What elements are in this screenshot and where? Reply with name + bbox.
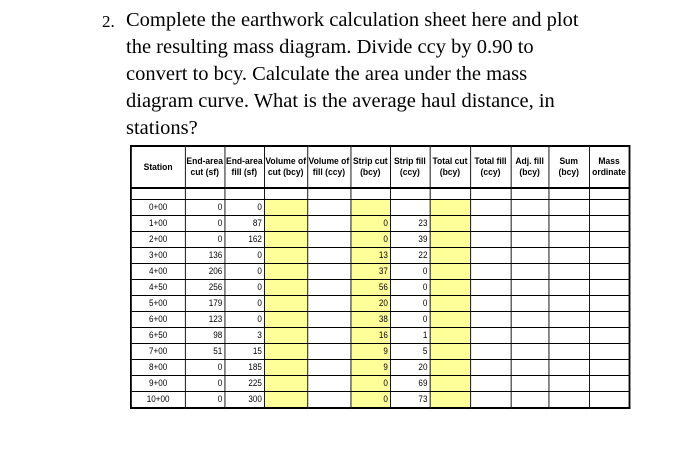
cell-end-area-fill: 0: [225, 200, 265, 216]
cell-volume-cut[interactable]: [264, 296, 307, 312]
problem-number: 2.: [102, 12, 115, 31]
cell-strip-cut: 13: [351, 248, 391, 264]
cell-mass-ordinate[interactable]: [589, 280, 630, 296]
cell-station: 6+50: [131, 328, 185, 344]
cell-volume-cut[interactable]: [264, 232, 307, 248]
cell-total-fill[interactable]: [470, 216, 511, 232]
cell-total-cut[interactable]: [430, 360, 471, 376]
cell-station: 4+50: [131, 280, 185, 296]
cell-strip-fill: 5: [390, 344, 430, 360]
cell-strip-cut: 16: [351, 328, 391, 344]
cell-sum[interactable]: [549, 296, 590, 312]
cell-total-cut[interactable]: [430, 312, 471, 328]
cell-station: 0+00: [131, 200, 185, 216]
cell-total-fill[interactable]: [470, 328, 511, 344]
cell-strip-cut: 37: [351, 264, 391, 280]
cell-volume-cut[interactable]: [264, 248, 307, 264]
cell-end-area-fill: 225: [225, 376, 265, 392]
table-row: [131, 280, 630, 296]
cell-end-area-cut: 0: [185, 392, 225, 409]
cell-volume-fill[interactable]: [307, 312, 350, 328]
cell-strip-cut: 9: [351, 360, 391, 376]
problem-line-5: stations?: [126, 117, 198, 139]
cell-mass-ordinate[interactable]: [589, 392, 630, 409]
cell-volume-cut[interactable]: [264, 328, 307, 344]
table-row: [131, 392, 630, 409]
cell-mass-ordinate[interactable]: [589, 312, 630, 328]
cell-adj-fill[interactable]: [511, 360, 549, 376]
table-row: [131, 200, 630, 216]
cell-station: 1+00: [131, 216, 185, 232]
cell-volume-cut[interactable]: [264, 200, 307, 216]
cell-volume-fill[interactable]: [307, 344, 350, 360]
cell-total-cut[interactable]: [430, 232, 471, 248]
cell-strip-cut: 56: [351, 280, 391, 296]
cell-end-area-cut: 98: [185, 328, 225, 344]
table-row: [131, 232, 630, 248]
cell-mass-ordinate[interactable]: [589, 232, 630, 248]
cell-sum[interactable]: [549, 216, 590, 232]
cell-total-fill[interactable]: [470, 296, 511, 312]
cell-mass-ordinate[interactable]: [589, 360, 630, 376]
header-sum: Sum (bcy): [549, 146, 590, 188]
cell-volume-fill[interactable]: [307, 328, 350, 344]
cell-sum[interactable]: [549, 376, 590, 392]
cell-end-area-cut: 256: [185, 280, 225, 296]
cell-volume-fill[interactable]: [307, 360, 350, 376]
cell-total-fill[interactable]: [470, 280, 511, 296]
cell-mass-ordinate[interactable]: [589, 200, 630, 216]
cell-strip-fill: 23: [390, 216, 430, 232]
cell-volume-cut[interactable]: [264, 360, 307, 376]
header-station: Station: [131, 146, 185, 188]
cell-end-area-cut: 51: [185, 344, 225, 360]
cell-strip-fill: 0: [390, 264, 430, 280]
cell-volume-fill[interactable]: [307, 296, 350, 312]
cell-strip-cut: [351, 200, 391, 216]
cell-volume-cut[interactable]: [264, 216, 307, 232]
problem-line-1: Complete the earthwork calculation sheet here and plot: [126, 9, 579, 31]
cell-total-cut[interactable]: [430, 376, 471, 392]
cell-strip-fill: 0: [390, 280, 430, 296]
cell-total-fill[interactable]: [470, 392, 511, 409]
cell-total-fill[interactable]: [470, 376, 511, 392]
cell-total-cut[interactable]: [430, 248, 471, 264]
cell-end-area-fill: 0: [225, 280, 265, 296]
cell-volume-fill[interactable]: [307, 392, 350, 409]
table-row: [131, 296, 630, 312]
table-row: [131, 344, 630, 360]
cell-adj-fill[interactable]: [511, 376, 549, 392]
cell-end-area-fill: 15: [225, 344, 265, 360]
header-mass-ordinate: Mass ordinate: [589, 146, 630, 188]
cell-station: 9+00: [131, 376, 185, 392]
cell-volume-fill[interactable]: [307, 264, 350, 280]
cell-total-cut[interactable]: [430, 344, 471, 360]
problem-line-3: convert to bcy. Calculate the area under the mass: [126, 63, 528, 85]
header-end-area-fill: End-area fill (sf): [225, 146, 265, 188]
cell-mass-ordinate[interactable]: [589, 216, 630, 232]
table-row: [131, 248, 630, 264]
cell-adj-fill[interactable]: [511, 216, 549, 232]
cell-total-fill[interactable]: [470, 360, 511, 376]
cell-strip-fill: 39: [390, 232, 430, 248]
cell-end-area-cut: 0: [185, 376, 225, 392]
cell-volume-fill[interactable]: [307, 376, 350, 392]
cell-volume-fill[interactable]: [307, 280, 350, 296]
cell-end-area-cut: 0: [185, 360, 225, 376]
cell-station: 3+00: [131, 248, 185, 264]
cell-adj-fill[interactable]: [511, 232, 549, 248]
cell-end-area-fill: 300: [225, 392, 265, 409]
cell-end-area-fill: 0: [225, 296, 265, 312]
cell-end-area-cut: 0: [185, 200, 225, 216]
cell-total-cut[interactable]: [430, 200, 471, 216]
cell-adj-fill[interactable]: [511, 344, 549, 360]
cell-strip-fill: 22: [390, 248, 430, 264]
cell-total-cut[interactable]: [430, 328, 471, 344]
cell-volume-fill[interactable]: [307, 232, 350, 248]
cell-strip-fill: 1: [390, 328, 430, 344]
cell-end-area-fill: 0: [225, 264, 265, 280]
cell-volume-cut[interactable]: [264, 344, 307, 360]
cell-station: 8+00: [131, 360, 185, 376]
cell-sum[interactable]: [549, 232, 590, 248]
table-row: [131, 360, 630, 376]
cell-volume-cut[interactable]: [264, 392, 307, 409]
cell-volume-fill[interactable]: [307, 216, 350, 232]
earthwork-calculation-sheet: [130, 145, 630, 409]
cell-strip-cut: 9: [351, 344, 391, 360]
cell-sum[interactable]: [549, 392, 590, 409]
cell-sum[interactable]: [549, 360, 590, 376]
cell-total-fill[interactable]: [470, 200, 511, 216]
cell-end-area-fill: 3: [225, 328, 265, 344]
cell-adj-fill[interactable]: [511, 264, 549, 280]
cell-end-area-fill: 87: [225, 216, 265, 232]
cell-volume-fill[interactable]: [307, 248, 350, 264]
problem-line-2: the resulting mass diagram. Divide ccy by 0.90 to: [126, 36, 534, 58]
cell-end-area-cut: 179: [185, 296, 225, 312]
problem-statement: [102, 7, 662, 142]
cell-station: 7+00: [131, 344, 185, 360]
cell-station: 4+00: [131, 264, 185, 280]
cell-sum[interactable]: [549, 328, 590, 344]
table-row: [131, 312, 630, 328]
cell-volume-cut[interactable]: [264, 264, 307, 280]
cell-sum[interactable]: [549, 344, 590, 360]
cell-mass-ordinate[interactable]: [589, 248, 630, 264]
header-end-area-cut: End-area cut (sf): [185, 146, 225, 188]
cell-mass-ordinate[interactable]: [589, 296, 630, 312]
cell-total-cut[interactable]: [430, 216, 471, 232]
cell-strip-cut: 20: [351, 296, 391, 312]
cell-strip-cut: 38: [351, 312, 391, 328]
cell-strip-fill: 0: [390, 296, 430, 312]
cell-station: 2+00: [131, 232, 185, 248]
header-total-fill: Total fill (ccy): [470, 146, 511, 188]
cell-volume-cut[interactable]: [264, 312, 307, 328]
cell-strip-fill: 69: [390, 376, 430, 392]
cell-volume-fill[interactable]: [307, 200, 350, 216]
header-strip-fill: Strip fill (ccy): [390, 146, 430, 188]
cell-station: 6+00: [131, 312, 185, 328]
header-row: [131, 146, 630, 188]
cell-mass-ordinate[interactable]: [589, 344, 630, 360]
table-row: [131, 264, 630, 280]
cell-mass-ordinate[interactable]: [589, 376, 630, 392]
header-volume-cut: Volume of cut (bcy): [264, 146, 307, 188]
header-volume-fill: Volume of fill (ccy): [307, 146, 350, 188]
cell-mass-ordinate[interactable]: [589, 328, 630, 344]
cell-sum[interactable]: [549, 312, 590, 328]
cell-end-area-cut: 206: [185, 264, 225, 280]
cell-strip-fill: 0: [390, 312, 430, 328]
cell-end-area-cut: 123: [185, 312, 225, 328]
cell-end-area-cut: 0: [185, 216, 225, 232]
cell-strip-fill: [390, 200, 430, 216]
cell-sum[interactable]: [549, 200, 590, 216]
cell-total-cut[interactable]: [430, 280, 471, 296]
cell-total-fill[interactable]: [470, 232, 511, 248]
cell-end-area-fill: 185: [225, 360, 265, 376]
cell-adj-fill[interactable]: [511, 312, 549, 328]
cell-total-fill[interactable]: [470, 312, 511, 328]
cell-adj-fill[interactable]: [511, 248, 549, 264]
cell-strip-cut: 0: [351, 216, 391, 232]
cell-sum[interactable]: [549, 264, 590, 280]
cell-end-area-fill: 0: [225, 248, 265, 264]
problem-line-4: diagram curve. What is the average haul distance, in: [126, 90, 555, 112]
header-adj-fill: Adj. fill (bcy): [511, 146, 549, 188]
cell-end-area-cut: 136: [185, 248, 225, 264]
cell-total-cut[interactable]: [430, 296, 471, 312]
cell-strip-fill: 20: [390, 360, 430, 376]
cell-total-fill[interactable]: [470, 264, 511, 280]
sheet-body: [131, 188, 630, 408]
cell-adj-fill[interactable]: [511, 296, 549, 312]
spacer-row: [131, 188, 630, 200]
cell-total-fill[interactable]: [470, 248, 511, 264]
cell-adj-fill[interactable]: [511, 392, 549, 409]
cell-end-area-fill: 162: [225, 232, 265, 248]
cell-strip-cut: 0: [351, 376, 391, 392]
cell-sum[interactable]: [549, 248, 590, 264]
cell-adj-fill[interactable]: [511, 280, 549, 296]
table-row: [131, 376, 630, 392]
cell-total-cut[interactable]: [430, 264, 471, 280]
cell-mass-ordinate[interactable]: [589, 264, 630, 280]
cell-sum[interactable]: [549, 280, 590, 296]
cell-total-cut[interactable]: [430, 392, 471, 409]
table-row: [131, 328, 630, 344]
header-strip-cut: Strip cut (bcy): [351, 146, 391, 188]
cell-station: 10+00: [131, 392, 185, 409]
cell-volume-cut[interactable]: [264, 280, 307, 296]
cell-volume-cut[interactable]: [264, 376, 307, 392]
cell-adj-fill[interactable]: [511, 328, 549, 344]
cell-strip-cut: 0: [351, 392, 391, 409]
cell-adj-fill[interactable]: [511, 200, 549, 216]
cell-station: 5+00: [131, 296, 185, 312]
header-total-cut: Total cut (bcy): [430, 146, 471, 188]
cell-strip-fill: 73: [390, 392, 430, 409]
cell-end-area-fill: 0: [225, 312, 265, 328]
cell-end-area-cut: 0: [185, 232, 225, 248]
table-row: [131, 216, 630, 232]
cell-total-fill[interactable]: [470, 344, 511, 360]
cell-strip-cut: 0: [351, 232, 391, 248]
